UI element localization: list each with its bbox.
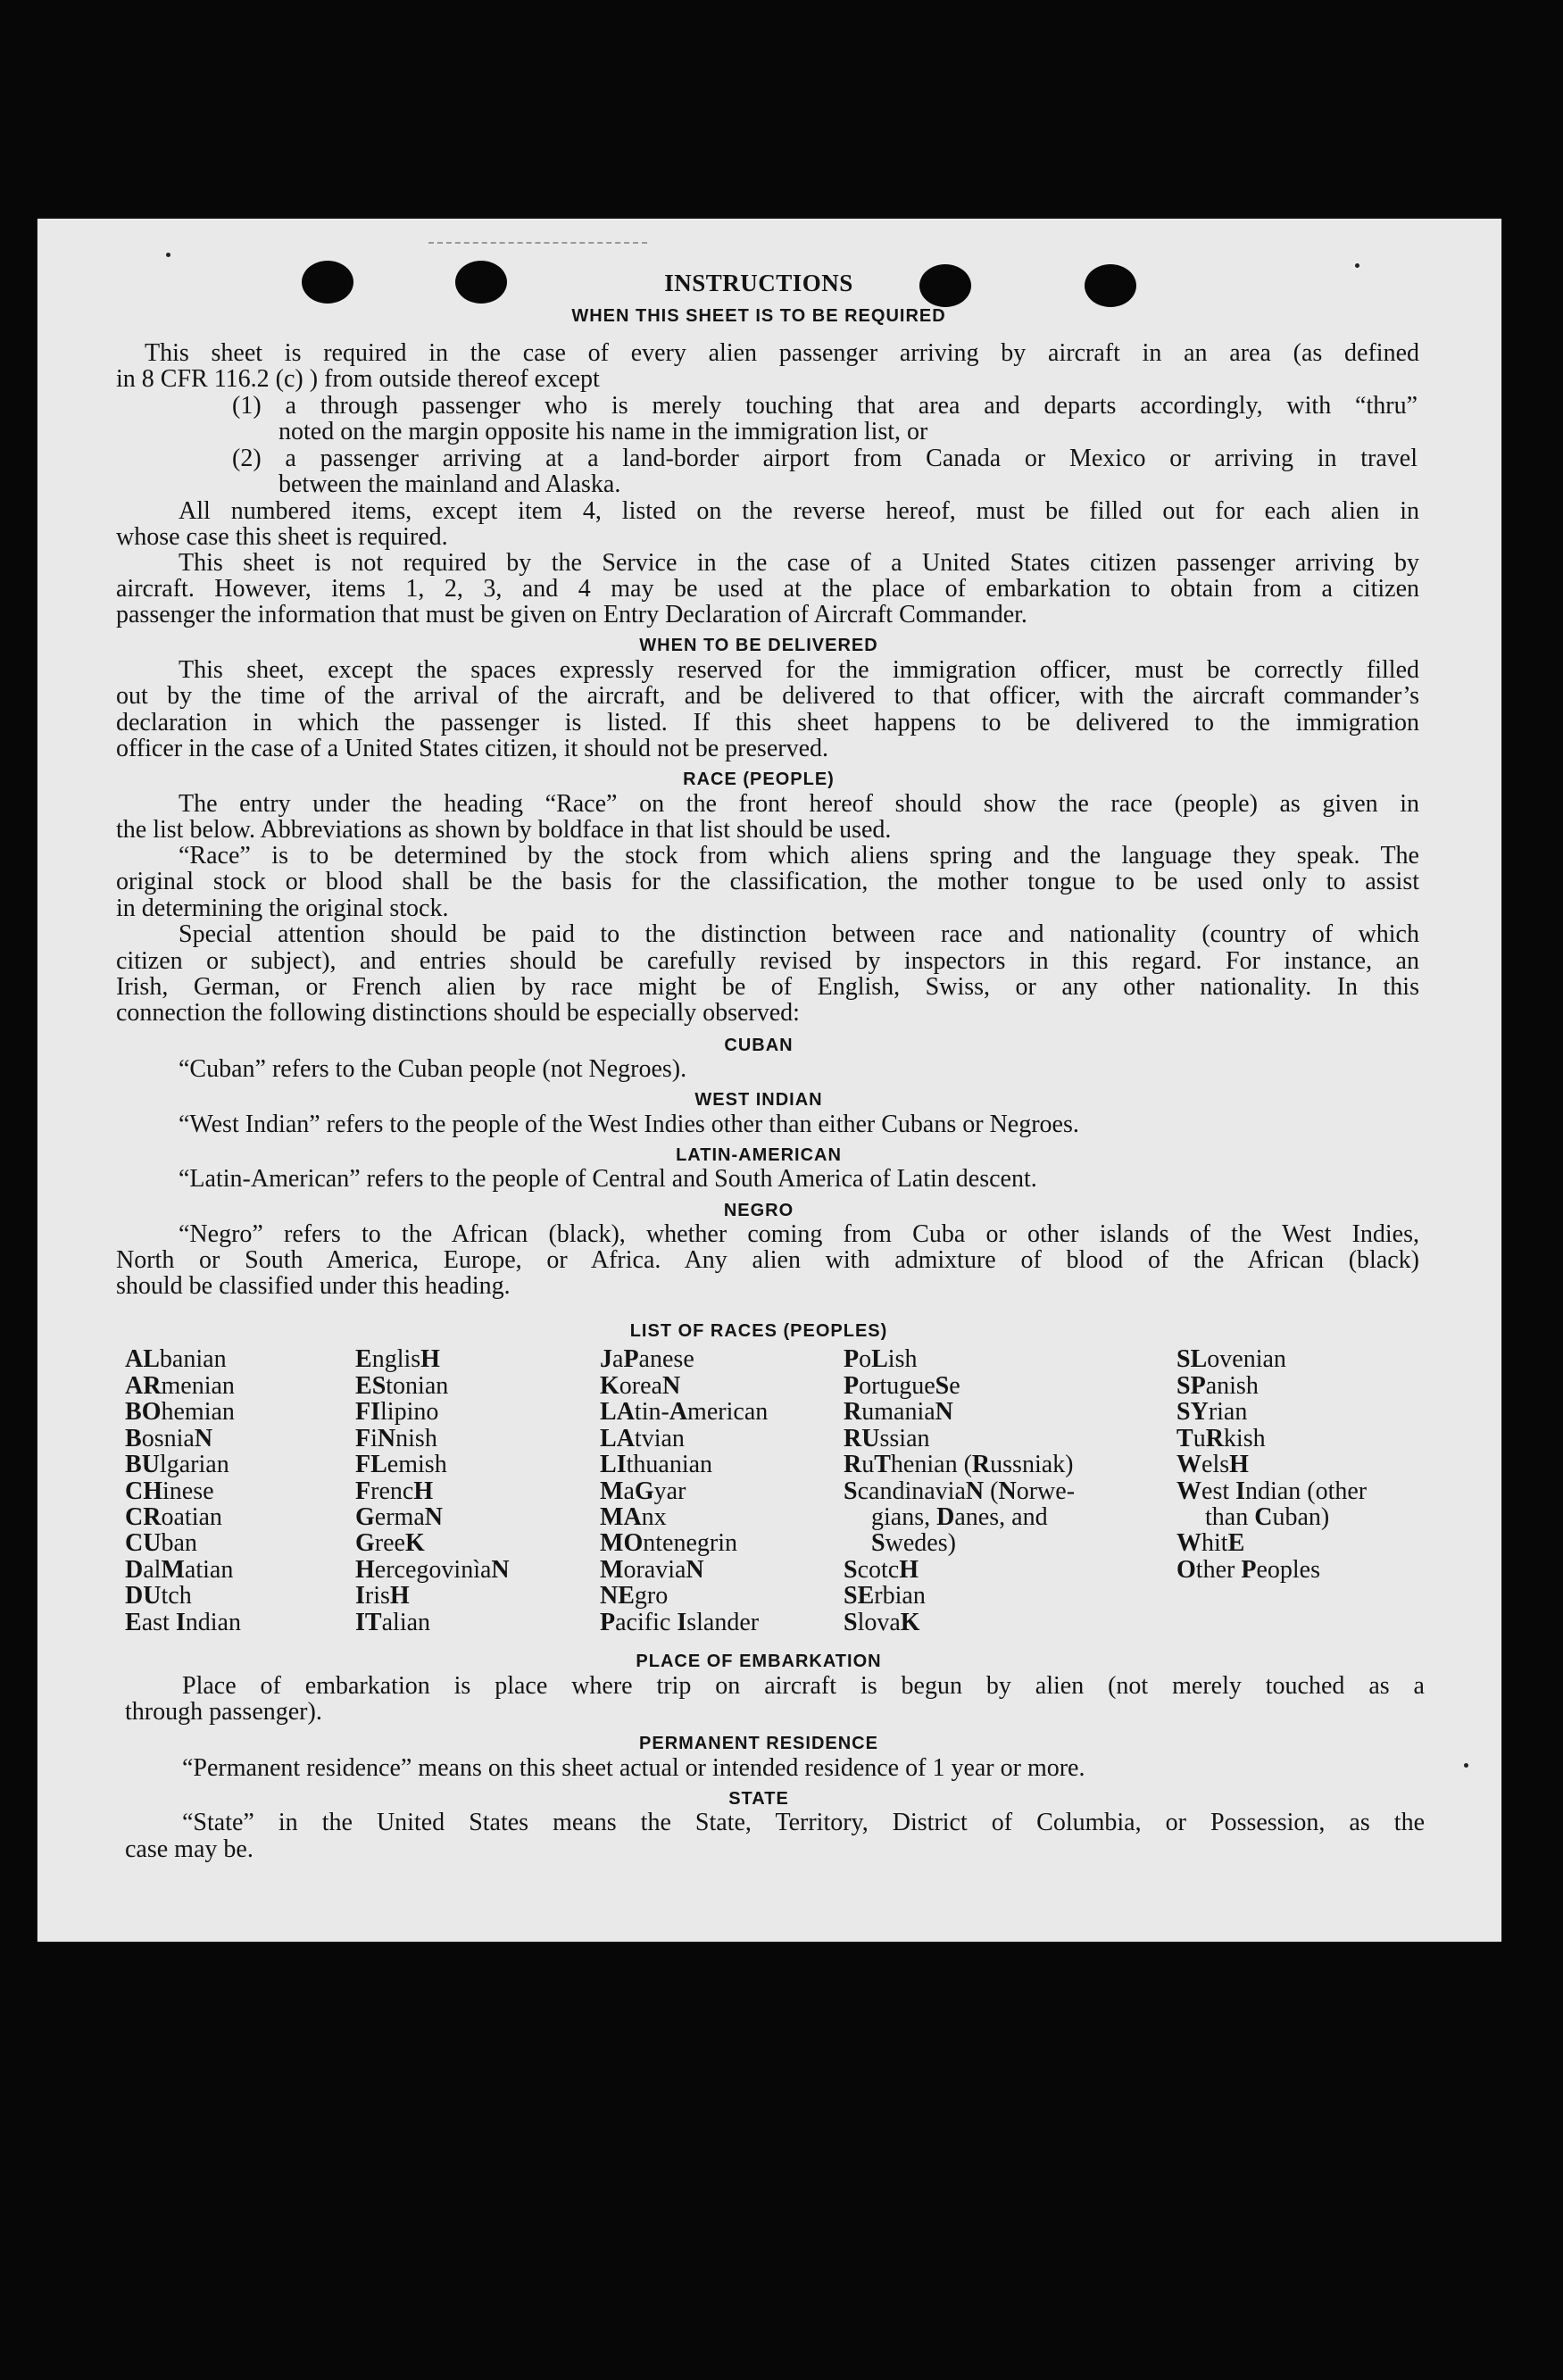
race-item: RumaniaN — [844, 1398, 953, 1426]
race-item: PoLish — [844, 1345, 918, 1373]
race-item: EnglisH — [355, 1345, 440, 1373]
race-item: ScandinaviaN (Norwe- — [844, 1477, 1076, 1505]
race-item: GermaN — [355, 1503, 443, 1531]
race-item: East Indian — [125, 1609, 241, 1636]
race-item: MAnx — [600, 1503, 667, 1531]
speck — [166, 253, 170, 257]
heading-state: STATE — [728, 1789, 789, 1809]
race-item: MoraviaN — [600, 1556, 704, 1584]
race-item: BOhemian — [125, 1398, 235, 1426]
race-item: LAtin-American — [600, 1398, 769, 1426]
race-item: LAtvian — [600, 1425, 685, 1452]
text-line: noted on the margin opposite his name in the immigration list, or — [279, 418, 928, 445]
text-line: This sheet is not required by the Service in the case of a United States citizen passenger arriving by — [179, 549, 1419, 577]
race-item: Pacific Islander — [600, 1609, 760, 1636]
race-item: LIthuanian — [600, 1451, 713, 1478]
text-line: “Negro” refers to the African (black), whether coming from Cuba or other islands of the West Indies, — [179, 1220, 1419, 1248]
text-line: original stock or blood shall be the basis for the classification, the mother tongue to be used only to assist — [116, 868, 1419, 895]
text-line: should be classified under this heading. — [116, 1272, 511, 1300]
text-line: declaration in which the passenger is listed. If this sheet happens to be delivered to the immigration — [116, 709, 1419, 736]
heading-when-delivered: WHEN TO BE DELIVERED — [639, 636, 878, 655]
race-item: Swedes) — [871, 1529, 956, 1557]
race-item: EStonian — [355, 1372, 449, 1400]
text-line: All numbered items, except item 4, listed on the reverse hereof, must be filled out for each alien in — [179, 497, 1419, 525]
race-item: CHinese — [125, 1477, 214, 1505]
text-line: officer in the case of a United States citizen, it should not be preserved. — [116, 735, 828, 762]
race-item: BosniaN — [125, 1425, 213, 1452]
text-line: This sheet, except the spaces expressly reserved for the immigration officer, must be correctly filled — [179, 656, 1419, 684]
heading-latin-american: LATIN-AMERICAN — [676, 1145, 842, 1165]
text-line: Irish, German, or French alien by race might be of English, Swiss, or any other nationality. In this — [116, 973, 1419, 1001]
race-item: ScotcH — [844, 1556, 919, 1584]
race-item: Other Peoples — [1176, 1556, 1320, 1584]
text-line: case may be. — [125, 1835, 254, 1863]
heading-negro: NEGRO — [723, 1201, 794, 1220]
text-line: through passenger). — [125, 1698, 322, 1726]
sheet-top-tab — [201, 230, 647, 248]
race-item: SLovenian — [1176, 1345, 1286, 1373]
race-item: SPanish — [1176, 1372, 1259, 1400]
race-item: RUssian — [844, 1425, 930, 1452]
race-item: FiNnish — [355, 1425, 437, 1452]
race-item: ITalian — [355, 1609, 431, 1636]
text-line: (2) a passenger arriving at a land-border airport from Canada or Mexico or arriving in travel — [232, 445, 1418, 472]
text-line: “Latin-American” refers to the people of Central and South America of Latin descent. — [179, 1165, 1037, 1193]
heading-west-indian: WEST INDIAN — [694, 1090, 823, 1110]
text-line: out by the time of the arrival of the aircraft, and be delivered to that officer, with the aircraft commander’s — [116, 682, 1419, 710]
race-item: BUlgarian — [125, 1451, 229, 1478]
heading-race: RACE (PEOPLE) — [683, 770, 835, 789]
race-item: KoreaN — [600, 1372, 681, 1400]
text-line: “Permanent residence” means on this sheet actual or intended residence of 1 year or more. — [182, 1754, 1085, 1782]
text-line: whose case this sheet is required. — [116, 523, 448, 551]
race-item: HercegovinìaN — [355, 1556, 510, 1584]
speck — [1464, 1763, 1468, 1768]
text-line: in 8 CFR 116.2 (c) ) from outside thereof except — [116, 365, 600, 393]
race-item: GreeK — [355, 1529, 425, 1557]
race-item: West Indian (other — [1176, 1477, 1368, 1505]
text-line: “West Indian” refers to the people of the West Indies other than either Cubans or Negroes. — [179, 1111, 1079, 1138]
race-item: JaPanese — [600, 1345, 694, 1373]
race-item: DalMatian — [125, 1556, 234, 1584]
race-item: TuRkish — [1176, 1425, 1266, 1452]
text-line: aircraft. However, items 1, 2, 3, and 4 may be used at the place of embarkation to obtain from a citizen — [116, 575, 1419, 603]
text-line: (1) a through passenger who is merely touching that area and departs accordingly, with “thru” — [232, 392, 1418, 420]
race-item: than Cuban) — [1205, 1503, 1330, 1531]
race-item: DUtch — [125, 1582, 192, 1610]
race-item: MaGyar — [600, 1477, 686, 1505]
race-item: CUban — [125, 1529, 197, 1557]
speck — [1355, 263, 1359, 268]
heading-races-list: LIST OF RACES (PEOPLES) — [629, 1321, 888, 1341]
text-line: citizen or subject), and entries should be carefully revised by inspectors in this regard. For instance, an — [116, 947, 1419, 975]
race-item: SYrian — [1176, 1398, 1248, 1426]
heading-permanent-residence: PERMANENT RESIDENCE — [639, 1734, 878, 1753]
text-line: North or South America, Europe, or Africa. Any alien with admixture of blood of the African (black) — [116, 1246, 1419, 1274]
text-line: “Race” is to be determined by the stock from which aliens spring and the language they speak. The — [179, 842, 1419, 870]
race-item: MOntenegrin — [600, 1529, 737, 1557]
race-item: ARmenian — [125, 1372, 235, 1400]
text-line: “State” in the United States means the State, Territory, District of Columbia, or Possession, as the — [182, 1809, 1425, 1836]
race-item: WelsH — [1176, 1451, 1249, 1478]
race-item: ALbanian — [125, 1345, 227, 1373]
race-item: SErbian — [844, 1582, 926, 1610]
text-line: This sheet is required in the case of every alien passenger arriving by aircraft in an area (as defined — [145, 339, 1419, 367]
text-line: “Cuban” refers to the Cuban people (not Negroes). — [179, 1055, 687, 1083]
text-line: the list below. Abbreviations as shown by boldface in that list should be used. — [116, 816, 892, 844]
race-item: FLemish — [355, 1451, 447, 1478]
race-item: SlovaK — [844, 1609, 920, 1636]
race-item: FIlipino — [355, 1398, 439, 1426]
tear-line — [428, 242, 647, 244]
heading-cuban: CUBAN — [724, 1036, 794, 1055]
text-line: connection the following distinctions should be especially observed: — [116, 999, 800, 1027]
text-line: between the mainland and Alaska. — [279, 470, 621, 498]
race-item: NEgro — [600, 1582, 669, 1610]
text-line: in determining the original stock. — [116, 895, 449, 922]
race-item: WhitE — [1176, 1529, 1245, 1557]
heading-when-required: WHEN THIS SHEET IS TO BE REQUIRED — [571, 306, 946, 326]
page-title: INSTRUCTIONS — [664, 270, 853, 296]
race-item: FrencH — [355, 1477, 434, 1505]
race-item: RuThenian (Russniak) — [844, 1451, 1074, 1478]
race-item: CRoatian — [125, 1503, 222, 1531]
text-line: The entry under the heading “Race” on the front hereof should show the race (people) as given in — [179, 790, 1419, 818]
race-item: PortugueSe — [844, 1372, 960, 1400]
heading-embarkation: PLACE OF EMBARKATION — [636, 1652, 882, 1671]
race-item: IrisH — [355, 1582, 410, 1610]
text-line: Special attention should be paid to the distinction between race and nationality (country of which — [179, 920, 1419, 948]
race-item: gians, Danes, and — [871, 1503, 1048, 1531]
text-line: Place of embarkation is place where trip on aircraft is begun by alien (not merely touched as a — [182, 1672, 1425, 1700]
text-line: passenger the information that must be given on Entry Declaration of Aircraft Commander. — [116, 601, 1027, 628]
